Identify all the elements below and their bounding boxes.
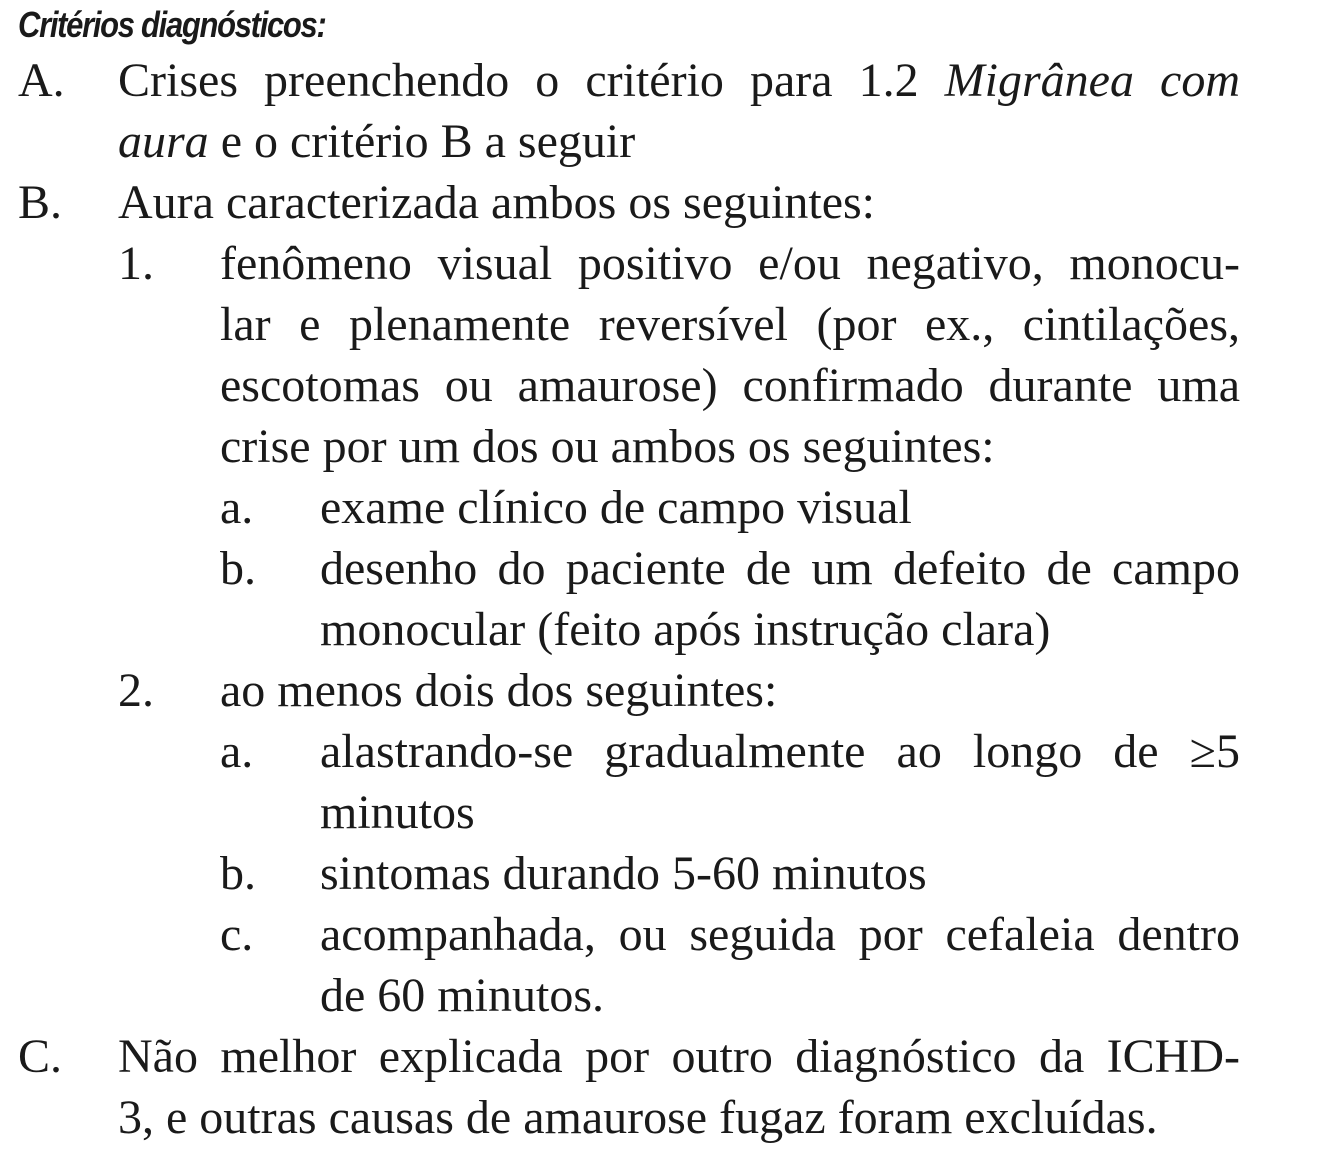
item-text: [220, 233, 1240, 294]
criteria-line: [0, 355, 1334, 416]
item-text: [320, 782, 1240, 843]
criteria-line: [0, 416, 1334, 477]
item-text: [118, 50, 1240, 111]
item-text: [320, 904, 1240, 965]
item-label: b.: [220, 847, 256, 900]
item-label: C.: [18, 1030, 63, 1083]
criteria-line: [0, 843, 1334, 904]
item-label: 1.: [118, 237, 154, 290]
text-segment: 3, e outras causas de amaurose fugaz foram excluídas.: [118, 1091, 1158, 1144]
criteria-line: [0, 172, 1334, 233]
text-segment: Aura caracterizada ambos os seguintes:: [118, 176, 876, 229]
item-label: a.: [220, 725, 254, 778]
item-label: a.: [220, 481, 254, 534]
text-segment: exame clínico de campo visual: [320, 481, 912, 534]
section-heading: Critérios diagnósticos:: [18, 4, 326, 45]
item-label: A.: [18, 54, 65, 107]
criteria-line: [0, 721, 1334, 782]
item-text: [118, 1087, 1240, 1148]
item-label: b.: [220, 542, 256, 595]
criteria-line: [0, 294, 1334, 355]
criteria-line: [0, 599, 1334, 660]
criteria-line: [0, 111, 1334, 172]
text-segment: monocular (feito após instrução clara): [320, 603, 1051, 656]
item-text: [118, 1026, 1240, 1087]
italic-text: Migrânea com: [944, 54, 1240, 107]
item-text: [320, 721, 1240, 782]
text-segment: Crises preenchendo o critério para 1.2: [118, 54, 945, 107]
criteria-line: [0, 782, 1334, 843]
text-segment: acompanhada, ou seguida por cefaleia dentro: [320, 908, 1240, 961]
item-text: [118, 172, 1240, 233]
item-label: B.: [18, 176, 63, 229]
text-segment: e o critério B a seguir: [208, 115, 636, 168]
criteria-line: [0, 538, 1334, 599]
item-label: 2.: [118, 664, 154, 717]
text-segment: ao menos dois dos seguintes:: [220, 664, 778, 717]
text-segment: lar e plenamente reversível (por ex., cintilações,: [220, 298, 1240, 351]
text-segment: alastrando-se gradualmente ao longo de ≥5: [320, 725, 1240, 778]
item-label: c.: [220, 908, 254, 961]
item-text: [320, 477, 1240, 538]
item-text: [320, 965, 1240, 1026]
criteria-line: [0, 50, 1334, 111]
criteria-line: [0, 965, 1334, 1026]
text-segment: de 60 minutos.: [320, 969, 604, 1022]
text-segment: crise por um dos ou ambos os seguintes:: [220, 420, 995, 473]
criteria-line: [0, 233, 1334, 294]
item-text: [220, 416, 1240, 477]
item-text: [320, 843, 1240, 904]
criteria-line: [0, 904, 1334, 965]
item-text: [220, 294, 1240, 355]
item-text: [320, 599, 1240, 660]
criteria-line: [0, 1087, 1334, 1148]
criteria-line: [0, 1026, 1334, 1087]
criteria-list: [0, 50, 1334, 1148]
italic-text: aura: [118, 115, 209, 168]
item-text: [220, 660, 1240, 721]
criteria-line: [0, 660, 1334, 721]
criteria-line: [0, 477, 1334, 538]
text-segment: minutos: [320, 786, 475, 839]
item-text: [220, 355, 1240, 416]
item-text: [118, 111, 1240, 172]
text-segment: desenho do paciente de um defeito de campo: [320, 542, 1240, 595]
text-segment: escotomas ou amaurose) confirmado durante uma: [220, 359, 1240, 412]
text-segment: fenômeno visual positivo e/ou negativo, monocu-: [220, 237, 1240, 290]
item-text: [320, 538, 1240, 599]
text-segment: Não melhor explicada por outro diagnóstico da ICHD-: [118, 1030, 1240, 1083]
text-segment: sintomas durando 5-60 minutos: [320, 847, 927, 900]
